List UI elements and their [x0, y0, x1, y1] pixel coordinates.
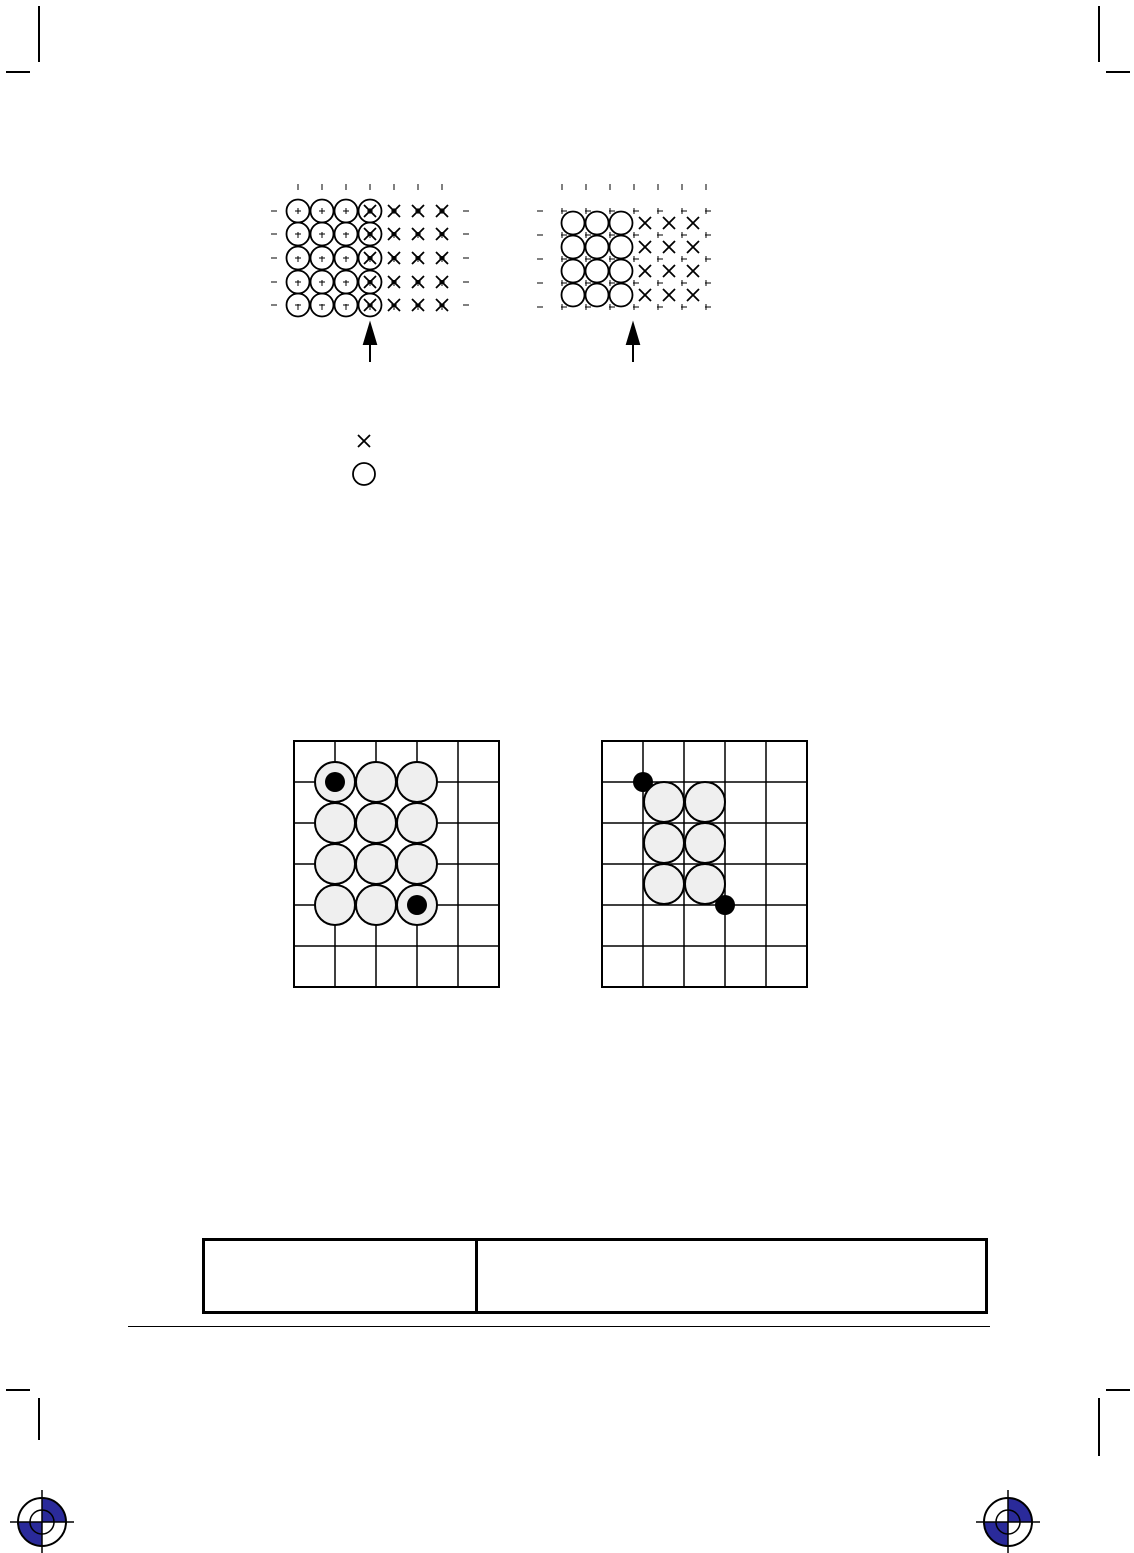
dot-marker [325, 772, 345, 792]
circle-marker [562, 236, 585, 259]
circle-marker [562, 284, 585, 307]
circle-marker [610, 212, 633, 235]
x-marker [663, 217, 675, 229]
circle-marker [610, 284, 633, 307]
x-marker [639, 265, 651, 277]
x-marker-icon [358, 435, 370, 447]
arrow-icon [364, 324, 376, 362]
registration-target-icon [976, 1490, 1040, 1553]
circle-marker [586, 260, 609, 283]
x-marker [687, 217, 699, 229]
circle-marker [610, 260, 633, 283]
circle-marker [562, 260, 585, 283]
x-marker [364, 205, 376, 217]
legend [353, 435, 375, 485]
x-marker [364, 276, 376, 288]
x-marker [388, 205, 400, 217]
fill-circle [315, 844, 355, 884]
dot-marker [715, 895, 735, 915]
x-marker [436, 228, 448, 240]
circle-marker [562, 212, 585, 235]
x-marker [412, 276, 424, 288]
fill-circle [315, 885, 355, 925]
arrow-icon [627, 324, 639, 362]
x-marker [388, 276, 400, 288]
x-marker [412, 228, 424, 240]
dot-marker [407, 895, 427, 915]
fill-circle [315, 803, 355, 843]
x-marker [388, 252, 400, 264]
x-marker [639, 217, 651, 229]
dot-marker [633, 772, 653, 792]
pen-width-grid-thick [271, 184, 469, 362]
fill-area-grid-a [294, 741, 499, 987]
fill-area-grid-b [602, 741, 807, 987]
registration-target-icon [10, 1490, 74, 1553]
x-marker [388, 228, 400, 240]
pen-width-grid-thin [537, 184, 711, 362]
circle-marker [586, 212, 609, 235]
fill-circle [397, 844, 437, 884]
fill-circle [397, 803, 437, 843]
x-marker [663, 265, 675, 277]
x-marker [639, 289, 651, 301]
footer-info-box [202, 1238, 988, 1314]
x-marker [663, 289, 675, 301]
circle-marker [586, 284, 609, 307]
x-marker [687, 241, 699, 253]
x-marker [412, 205, 424, 217]
footer-rule [128, 1326, 990, 1327]
x-marker [364, 228, 376, 240]
circle-marker [586, 236, 609, 259]
x-marker [687, 289, 699, 301]
fill-circle [356, 844, 396, 884]
x-marker [639, 241, 651, 253]
fill-circle [685, 823, 725, 863]
footer-box-divider [475, 1241, 478, 1311]
x-marker [687, 265, 699, 277]
x-marker [436, 276, 448, 288]
fill-circle [644, 864, 684, 904]
fill-circle [356, 762, 396, 802]
x-marker [364, 252, 376, 264]
circle-marker-icon [353, 463, 375, 485]
fill-circle [356, 803, 396, 843]
fill-circle [397, 762, 437, 802]
x-marker [412, 252, 424, 264]
fill-circle [356, 885, 396, 925]
x-marker [663, 241, 675, 253]
fill-circle [644, 823, 684, 863]
x-marker [436, 252, 448, 264]
x-marker [436, 205, 448, 217]
circle-marker [610, 236, 633, 259]
fill-circle [685, 782, 725, 822]
